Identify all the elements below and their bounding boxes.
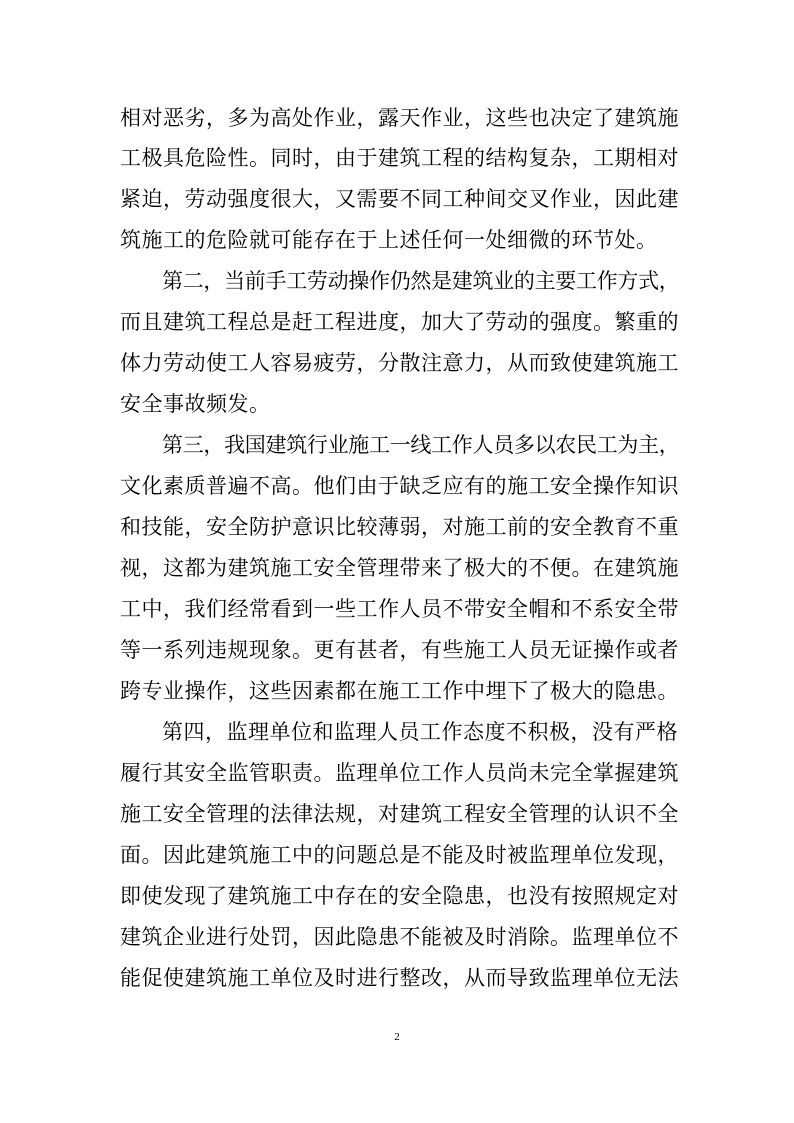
paragraph-4-line-5: 即使发现了建筑施工中存在的安全隐患，也没有按照规定对: [120, 884, 679, 908]
page-number: 2: [394, 1031, 400, 1043]
paragraph-4-line-4: 面。因此建筑施工中的问题总是不能及时被监理单位发现，: [120, 843, 679, 867]
paragraph-4-line-2: 履行其安全监管职责。监理单位工作人员尚未完全掌握建筑: [120, 761, 679, 785]
paragraph-3-line-1: 第三，我国建筑行业施工一线工作人员多以农民工为主，: [162, 433, 680, 457]
paragraph-3-line-7: 跨专业操作，这些因素都在施工工作中埋下了极大的隐患。: [120, 679, 679, 703]
paragraph-4-line-6: 建筑企业进行处罚，因此隐患不能被及时消除。监理单位不: [120, 925, 679, 949]
paragraph-2-line-4: 安全事故频发。: [120, 392, 271, 416]
paragraph-3-line-5: 工中，我们经常看到一些工作人员不带安全帽和不系安全带: [120, 597, 679, 621]
paragraph-2-line-2: 而且建筑工程总是赶工程进度，加大了劳动的强度。繁重的: [120, 310, 679, 334]
paragraph-1-line-4: 筑施工的危险就可能存在于上述任何一处细微的环节处。: [120, 228, 658, 252]
paragraph-3-line-4: 视，这都为建筑施工安全管理带来了极大的不便。在建筑施: [120, 556, 679, 580]
paragraph-3-line-2: 文化素质普遍不高。他们由于缺乏应有的施工安全操作知识: [120, 474, 679, 498]
paragraph-4-line-7: 能促使建筑施工单位及时进行整改，从而导致监理单位无法: [120, 966, 679, 990]
paragraph-3-line-6: 等一系列违规现象。更有甚者，有些施工人员无证操作或者: [120, 638, 679, 662]
paragraph-4-line-3: 施工安全管理的法律法规，对建筑工程安全管理的认识不全: [120, 802, 679, 826]
paragraph-2-line-3: 体力劳动使工人容易疲劳，分散注意力，从而致使建筑施工: [120, 351, 679, 375]
paragraph-1-line-2: 工极具危险性。同时，由于建筑工程的结构复杂，工期相对: [120, 146, 679, 170]
paragraph-1-line-1: 相对恶劣，多为高处作业，露天作业，这些也决定了建筑施: [120, 106, 679, 130]
paragraph-2-line-1: 第二，当前手工劳动操作仍然是建筑业的主要工作方式，: [162, 269, 680, 293]
paragraph-4-line-1: 第四，监理单位和监理人员工作态度不积极，没有严格: [162, 720, 678, 744]
paragraph-1-line-3: 紧迫，劳动强度很大，又需要不同工种间交叉作业，因此建: [120, 187, 679, 211]
paragraph-3-line-3: 和技能，安全防护意识比较薄弱，对施工前的安全教育不重: [120, 515, 679, 539]
